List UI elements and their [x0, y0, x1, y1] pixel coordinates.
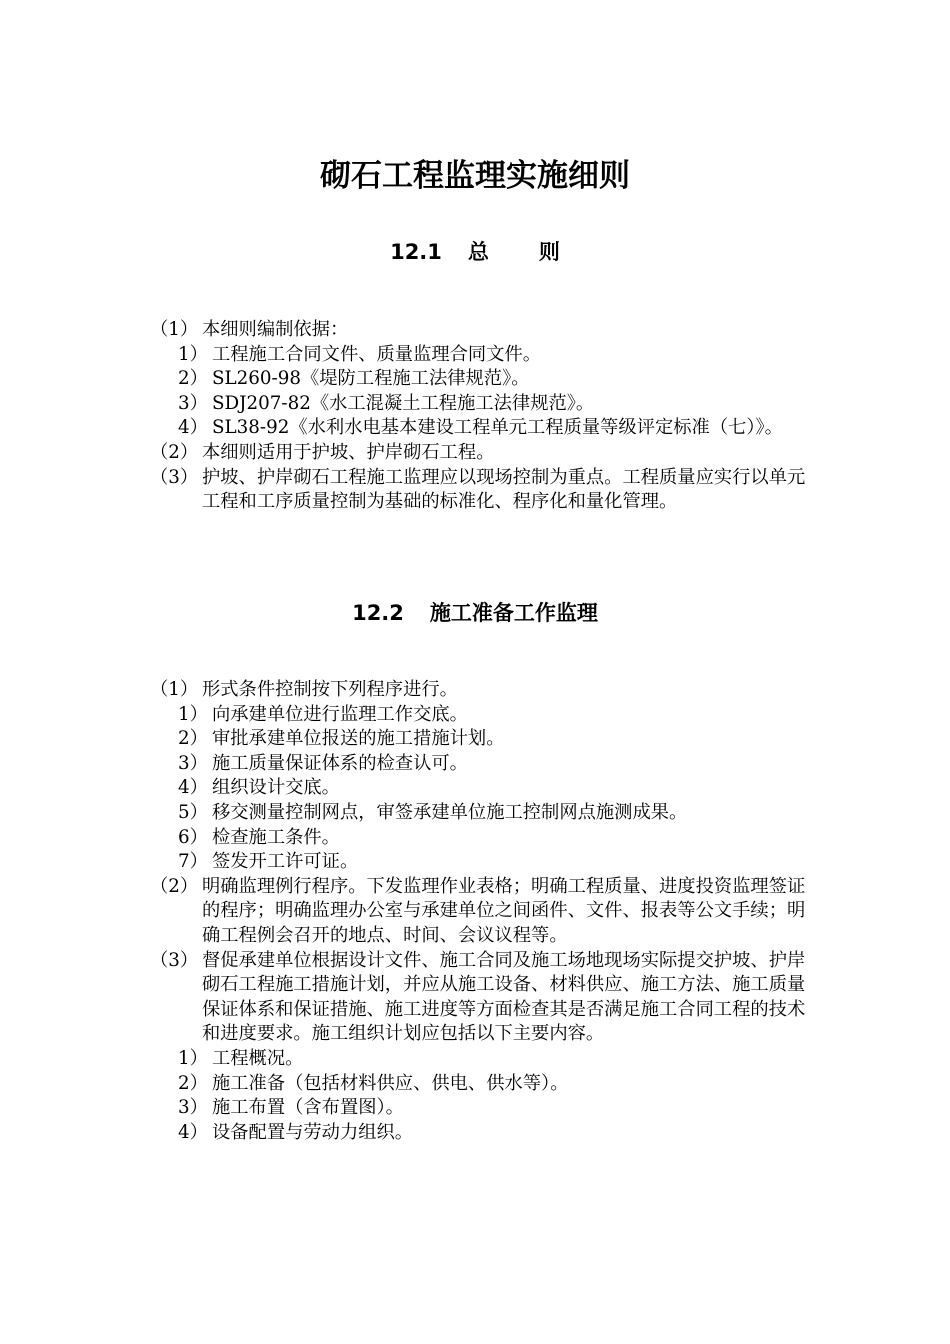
sub-list-item [150, 801, 810, 826]
sub-item-text: 检查施工条件。 [212, 826, 340, 848]
sub-list-item [150, 367, 810, 392]
sub-indent [150, 703, 178, 728]
sub-item-text: SL260-98《堤防工程施工法律规范》。 [212, 368, 530, 390]
sub-item-text: 施工布置（含布置图）。 [212, 1097, 404, 1119]
list-item [150, 466, 810, 515]
sub-item-text: 工程施工合同文件、质量监理合同文件。 [212, 343, 542, 365]
sub-indent [150, 1072, 178, 1097]
sub-indent [150, 850, 178, 875]
item-text: 本细则适用于护坡、护岸砌石工程。 [202, 441, 495, 463]
list-item [150, 441, 810, 466]
sub-list-item [150, 1121, 810, 1146]
sub-list-item [150, 776, 810, 801]
sub-list-item [150, 752, 810, 777]
section-number: 12.2 [352, 601, 404, 625]
item-text: 明确监理例行程序。下发监理作业表格；明确工程质量、进度投资监理签证的程序；明确监理办公室与承建单位之间函件、文件、报表等公文手续；明确工程例会召开的地点、时间、会议议程等。 [202, 875, 806, 946]
list-item [150, 318, 810, 343]
sub-item-text: 组织设计交底。 [212, 777, 340, 799]
sub-list-item [150, 727, 810, 752]
section-heading: 施工准备工作监理 [429, 601, 598, 625]
sub-list-item [150, 1096, 810, 1121]
sub-indent [150, 727, 178, 752]
item-text: 护坡、护岸砌石工程施工监理应以现场控制为重点。工程质量应实行以单元工程和工序质量控制为基础的标准化、程序化和量化管理。 [202, 466, 806, 513]
sub-item-number: 3） [178, 392, 208, 414]
sub-indent [150, 1096, 178, 1121]
sub-indent [150, 801, 178, 826]
sub-item-text: 审批承建单位报送的施工措施计划。 [212, 728, 505, 750]
sub-item-number: 7） [178, 851, 208, 873]
sub-item-text: 移交测量控制网点，审签承建单位施工控制网点施测成果。 [212, 801, 688, 823]
sub-item-text: 工程概况。 [212, 1047, 304, 1069]
sub-indent [150, 367, 178, 392]
section-heading: 总则 [467, 240, 610, 264]
sub-item-number: 6） [178, 826, 208, 848]
sub-item-number: 5） [178, 801, 208, 823]
sub-item-number: 4） [178, 417, 208, 439]
item-number: （3） [150, 466, 199, 488]
section-body-12-2 [150, 678, 810, 1145]
sub-list-item [150, 416, 810, 441]
sub-list-item [150, 343, 810, 368]
sub-indent [150, 1121, 178, 1146]
item-number: （2） [150, 875, 199, 897]
sub-list-item [150, 392, 810, 417]
item-text: 督促承建单位根据设计文件、施工合同及施工场地现场实际提交护坡、护岸砌石工程施工措施计划，并应从施工设备、材料供应、施工方法、施工质量保证体系和保证措施、施工进度等方面检查其是否满足施工合同工程的技术和进度要求。施工组织计划应包括以下主要内容。 [202, 949, 806, 1045]
sub-list-item [150, 703, 810, 728]
sub-item-number: 4） [178, 1121, 208, 1143]
sub-item-text: 设备配置与劳动力组织。 [212, 1121, 414, 1143]
sub-list-item [150, 1072, 810, 1097]
sub-list-item [150, 1047, 810, 1072]
sub-indent [150, 343, 178, 368]
sub-item-number: 2） [178, 368, 208, 390]
sub-item-text: SL38-92《水利水电基本建设工程单元工程质量等级评定标准（七）》。 [212, 417, 783, 439]
sub-list-item [150, 850, 810, 875]
section-title-12-1 [0, 237, 950, 267]
list-item [150, 678, 810, 703]
sub-item-text: 向承建单位进行监理工作交底。 [212, 703, 468, 725]
sub-item-number: 1） [178, 1047, 208, 1069]
section-body-12-1 [150, 318, 810, 515]
section-number: 12.1 [390, 240, 442, 264]
list-item [150, 875, 810, 949]
sub-item-number: 2） [178, 1072, 208, 1094]
item-text: 本细则编制依据： [202, 319, 349, 340]
document-title: 砌石工程监理实施细则 [320, 158, 630, 194]
sub-item-number: 4） [178, 777, 208, 799]
sub-item-number: 1） [178, 703, 208, 725]
sub-item-text: 施工准备（包括材料供应、供电、供水等）。 [212, 1072, 569, 1094]
item-number: （2） [150, 441, 199, 463]
section-title-12-2 [0, 598, 950, 628]
sub-item-number: 3） [178, 752, 208, 774]
item-number: （1） [150, 319, 199, 340]
sub-indent [150, 752, 178, 777]
sub-indent [150, 1047, 178, 1072]
sub-indent [150, 776, 178, 801]
sub-indent [150, 416, 178, 441]
sub-item-number: 1） [178, 343, 208, 365]
sub-item-text: 施工质量保证体系的检查认可。 [212, 752, 468, 774]
sub-indent [150, 392, 178, 417]
item-text: 形式条件控制按下列程序进行。 [202, 679, 458, 700]
item-number: （3） [150, 949, 199, 971]
sub-indent [150, 826, 178, 851]
sub-item-number: 3） [178, 1097, 208, 1119]
sub-item-number: 2） [178, 728, 208, 750]
sub-item-text: SDJ207-82《水工混凝土工程施工法律规范》。 [212, 392, 595, 414]
sub-item-text: 签发开工许可证。 [212, 851, 359, 873]
item-number: （1） [150, 679, 199, 700]
list-item [150, 949, 810, 1047]
sub-list-item [150, 826, 810, 851]
